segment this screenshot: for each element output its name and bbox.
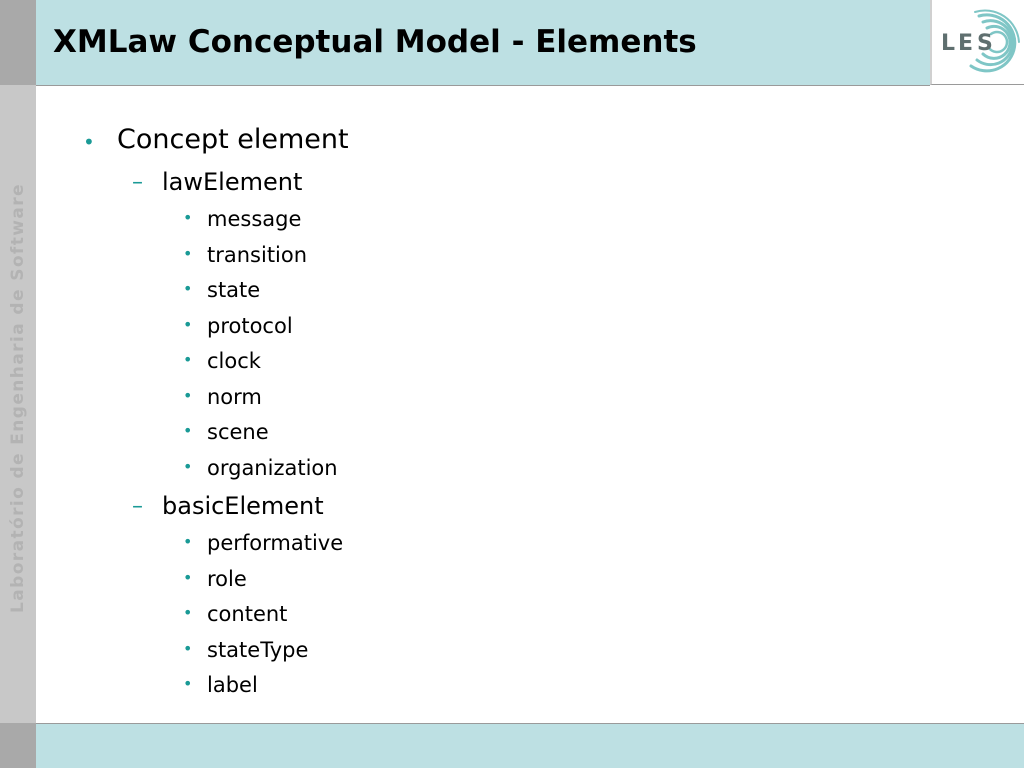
bullet-dot-icon: • (183, 568, 193, 587)
list-item: message (207, 207, 302, 231)
list-item: scene (207, 420, 269, 444)
svg-text:E: E (958, 31, 974, 56)
list-item: content (207, 602, 288, 626)
list-item: transition (207, 243, 308, 267)
bullet-dot-icon: • (183, 244, 193, 263)
bullet-dot-icon: • (183, 457, 193, 476)
bullet-dot-icon: • (183, 603, 193, 622)
bullet-dot-icon: • (183, 421, 193, 440)
bullet-dot-icon: • (183, 639, 193, 658)
dash-bullet-icon: – (132, 170, 143, 195)
left-band-bottom-block (0, 723, 36, 768)
list-item: clock (207, 349, 261, 373)
dash-bullet-icon: – (132, 494, 143, 519)
les-swirl-logo-icon (935, 4, 1023, 80)
bullet-dot-icon: • (183, 208, 193, 227)
bullet-dot-icon: • (183, 315, 193, 334)
slide-header (36, 0, 930, 86)
bullet-dot-icon: • (183, 674, 193, 693)
logo-box (930, 0, 1024, 85)
bullet-dot-icon: • (83, 130, 95, 154)
left-band-top-block (0, 0, 36, 85)
list-item: protocol (207, 314, 293, 338)
list-item: norm (207, 385, 262, 409)
slide-content (36, 86, 1024, 722)
bullet-dot-icon: • (183, 532, 193, 551)
group-label-lawelement: lawElement (162, 168, 303, 196)
list-item: organization (207, 456, 338, 480)
bullet-dot-icon: • (183, 350, 193, 369)
bullet-dot-icon: • (183, 279, 193, 298)
slide-footer (36, 723, 1024, 768)
logo-letters: L (941, 31, 956, 56)
group-label-basicelement: basicElement (162, 492, 324, 520)
list-item: state (207, 278, 261, 302)
list-item: performative (207, 531, 344, 555)
main-bullet-text: Concept element (117, 124, 349, 155)
list-item: role (207, 567, 247, 591)
side-vertical-text: Laboratório de Engenharia de Software (8, 183, 28, 613)
list-item: stateType (207, 638, 309, 662)
list-item: label (207, 673, 258, 697)
bullet-dot-icon: • (183, 386, 193, 405)
slide-title: XMLaw Conceptual Model - Elements (53, 24, 697, 60)
svg-text:S: S (977, 31, 993, 56)
